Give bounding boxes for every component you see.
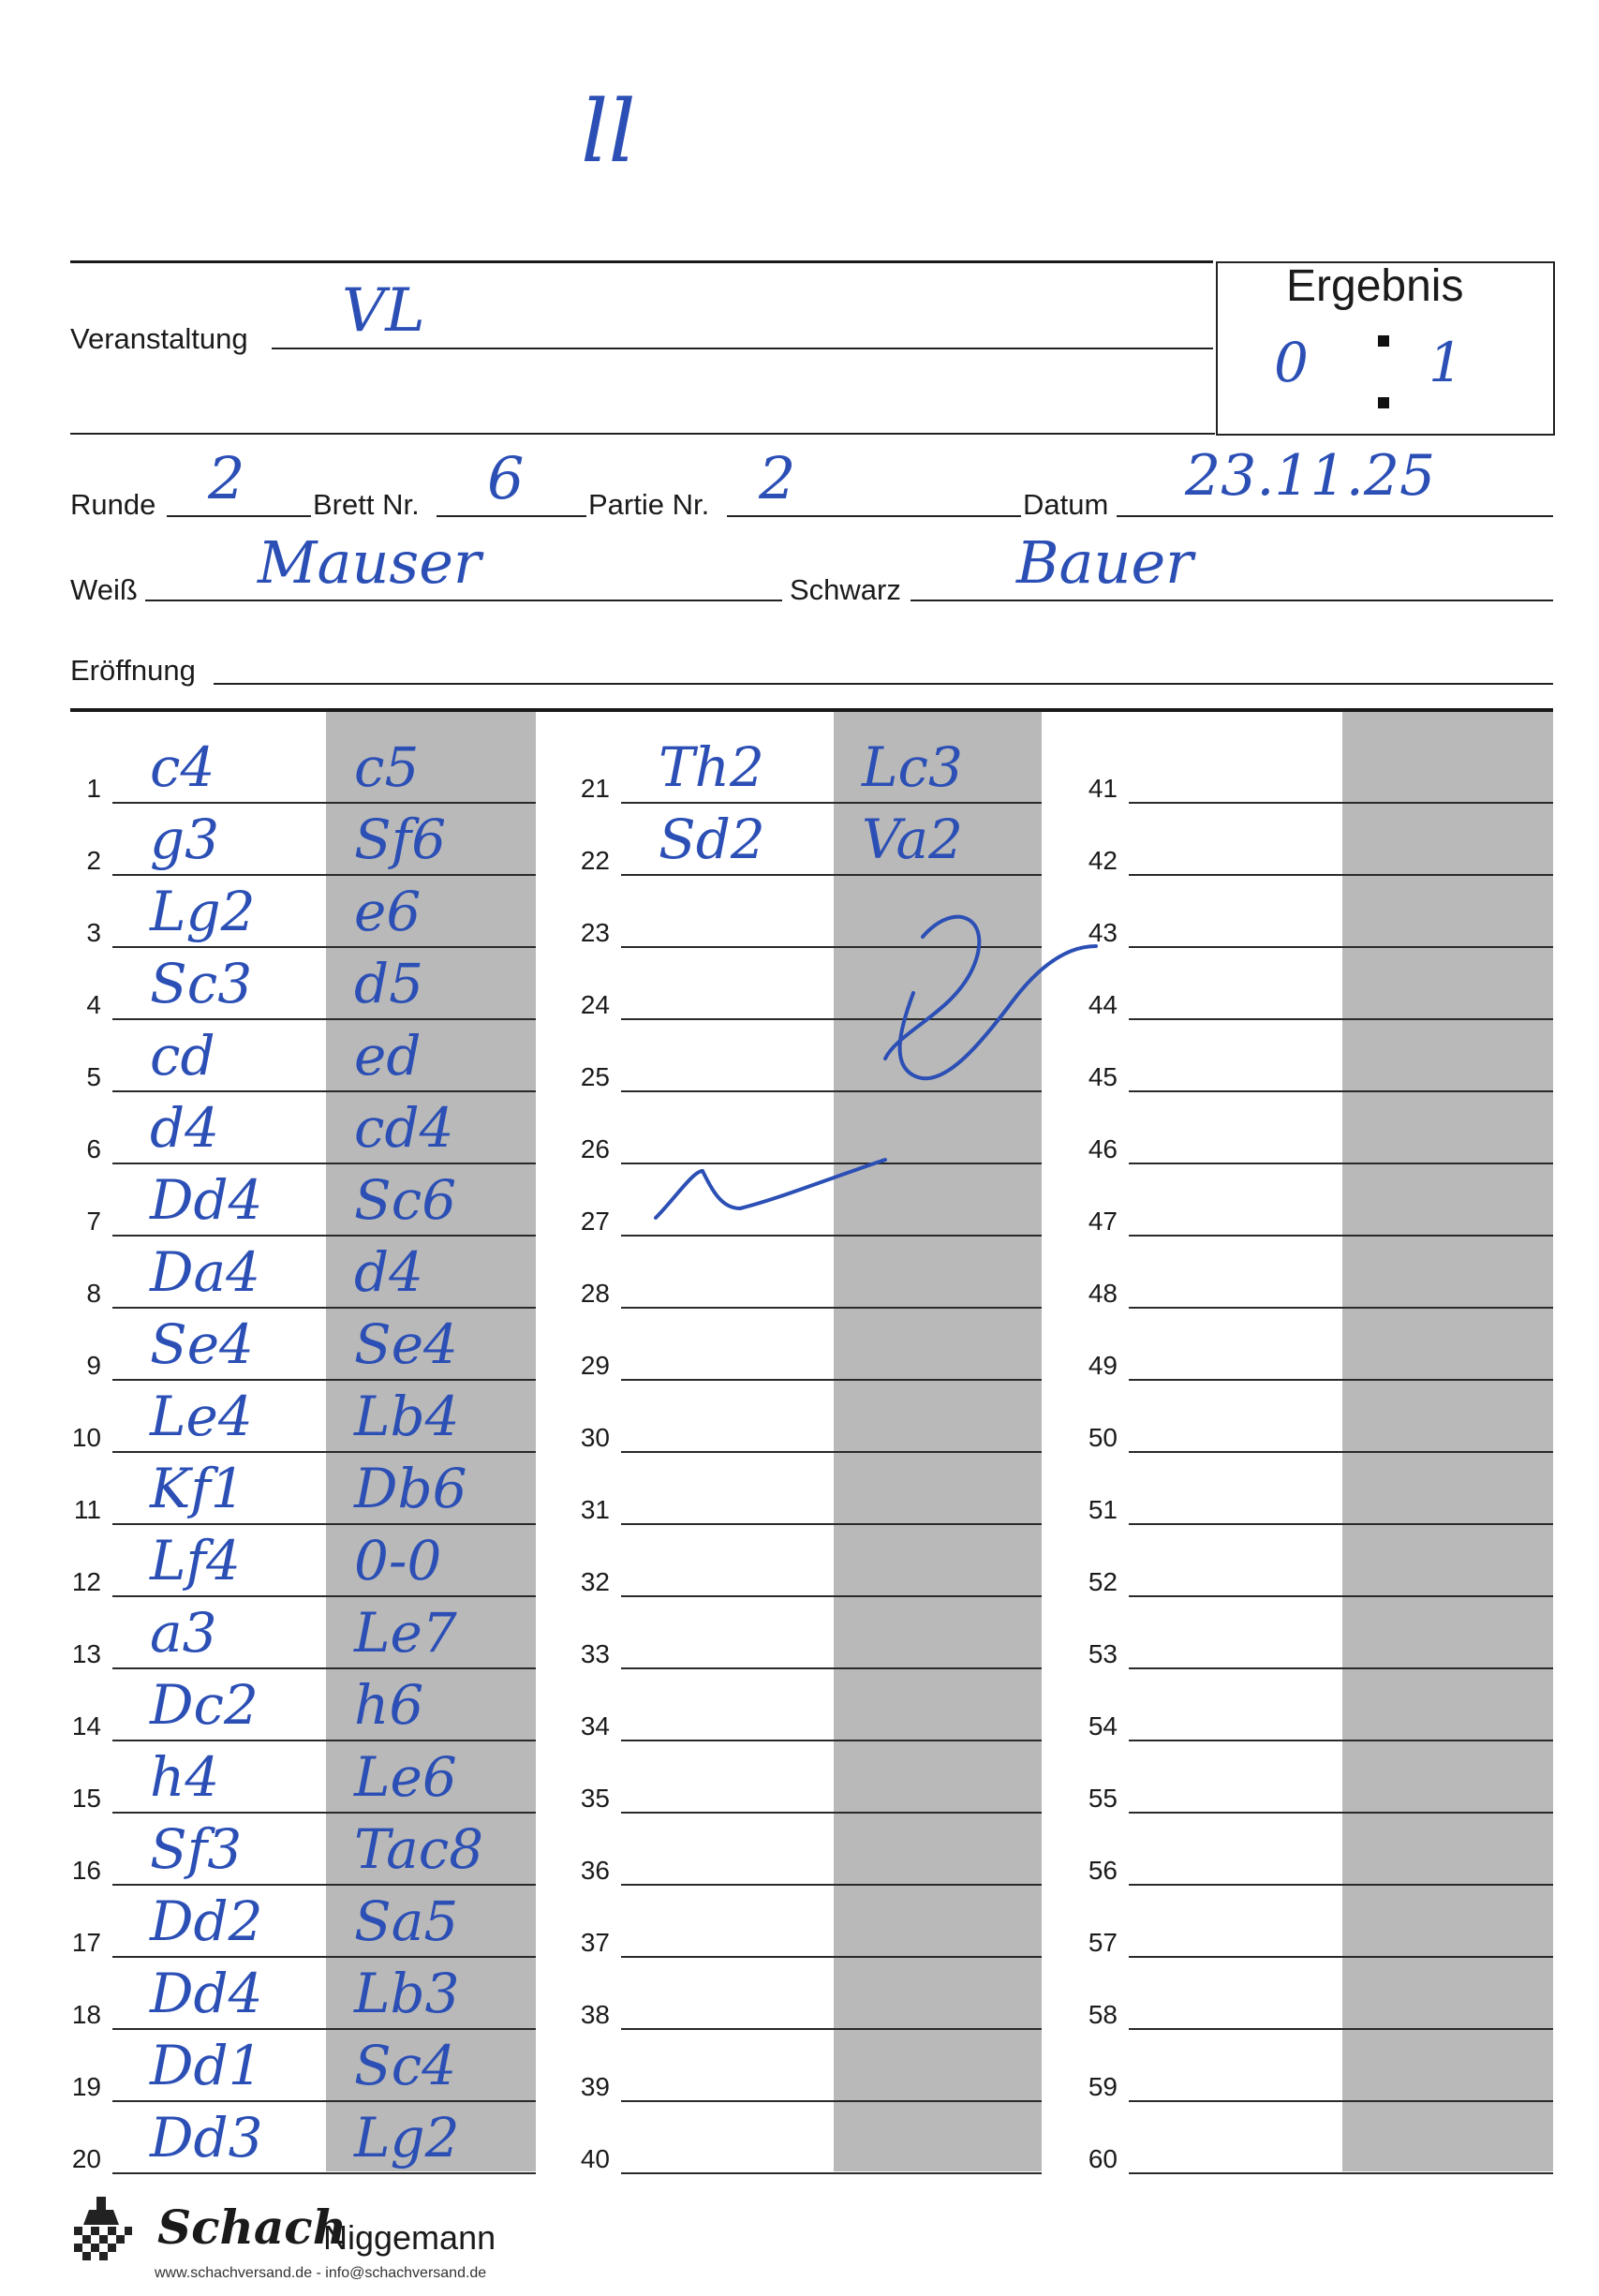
black-move[interactable]: Lg2: [354, 2106, 460, 2170]
move-number: 15: [71, 1784, 101, 1813]
black-move[interactable]: 0-0: [354, 1529, 442, 1592]
move-number: 54: [1088, 1711, 1118, 1741]
partie-value[interactable]: 2: [759, 444, 796, 512]
black-move[interactable]: Sa5: [354, 1889, 459, 1953]
white-move[interactable]: Dd1: [150, 2034, 263, 2097]
white-move[interactable]: h4: [150, 1745, 220, 1809]
move-number: 3: [86, 918, 101, 947]
weiss-value[interactable]: Mauser: [258, 528, 481, 597]
black-move[interactable]: Lc3: [862, 735, 963, 799]
datum-value[interactable]: 23.11.25: [1185, 443, 1436, 509]
black-move[interactable]: e6: [354, 880, 422, 943]
schwarz-label: Schwarz: [790, 573, 901, 606]
move-number: 20: [71, 2144, 101, 2173]
ergebnis-label: Ergebnis: [1286, 261, 1464, 311]
move-number: 10: [71, 1423, 101, 1452]
move-number: 4: [86, 990, 101, 1019]
black-move[interactable]: cd4: [354, 1096, 454, 1160]
move-number: 38: [580, 2000, 610, 2029]
black-move[interactable]: Lb4: [354, 1385, 460, 1448]
white-move[interactable]: Kf1: [150, 1457, 245, 1520]
move-number: 12: [71, 1567, 101, 1596]
move-number: 43: [1088, 918, 1118, 947]
white-move[interactable]: cd: [150, 1024, 215, 1088]
move-number: 17: [71, 1928, 101, 1957]
black-move[interactable]: Le7: [354, 1601, 457, 1665]
white-move[interactable]: Th2: [659, 735, 764, 799]
move-number: 28: [580, 1279, 610, 1308]
black-move[interactable]: Sc4: [354, 2034, 457, 2097]
white-move[interactable]: Sc3: [150, 952, 253, 1015]
move-number: 5: [86, 1062, 101, 1091]
move-number: 30: [580, 1423, 610, 1452]
move-number: 29: [580, 1351, 610, 1380]
move-number: 34: [580, 1711, 610, 1741]
white-move[interactable]: Sd2: [659, 807, 765, 871]
move-number: 42: [1088, 846, 1118, 875]
white-move[interactable]: Dd4: [150, 1962, 263, 2025]
move-number: 37: [580, 1928, 610, 1957]
move-number: 55: [1088, 1784, 1118, 1813]
move-number: 47: [1088, 1207, 1118, 1236]
veranstaltung-value[interactable]: VL: [342, 276, 425, 346]
footer-brand: Schach: [157, 2200, 348, 2255]
black-move[interactable]: Tac8: [354, 1817, 484, 1881]
ergebnis-black-value[interactable]: 1: [1429, 331, 1463, 394]
black-move[interactable]: Se4: [354, 1312, 458, 1376]
white-move[interactable]: d4: [150, 1096, 220, 1160]
move-number: 16: [71, 1856, 101, 1885]
black-move[interactable]: h6: [354, 1673, 424, 1737]
runde-value[interactable]: 2: [208, 444, 245, 512]
datum-label: Datum: [1023, 488, 1109, 521]
move-number: 58: [1088, 2000, 1118, 2029]
move-number: 45: [1088, 1062, 1118, 1091]
move-number: 59: [1088, 2072, 1118, 2101]
move-number: 26: [580, 1134, 610, 1163]
white-move[interactable]: Lf4: [150, 1529, 241, 1592]
move-number: 22: [580, 846, 610, 875]
end-scribble-upper: [885, 917, 1096, 1079]
brett-value[interactable]: 6: [487, 444, 525, 512]
move-number: 46: [1088, 1134, 1118, 1163]
veranstaltung-label: Veranstaltung: [70, 322, 248, 355]
move-number: 9: [86, 1351, 101, 1380]
move-number: 52: [1088, 1567, 1118, 1596]
move-number: 25: [580, 1062, 610, 1091]
white-move[interactable]: Le4: [150, 1385, 253, 1448]
move-number: 13: [71, 1639, 101, 1668]
black-move[interactable]: Sf6: [354, 807, 447, 871]
move-number: 60: [1088, 2144, 1118, 2173]
move-number: 21: [580, 774, 610, 803]
move-number: 19: [71, 2072, 101, 2101]
move-number: 23: [580, 918, 610, 947]
white-move[interactable]: Lg2: [150, 880, 256, 943]
move-number: 31: [580, 1495, 610, 1524]
ergebnis-white-value[interactable]: 0: [1274, 331, 1309, 394]
white-move[interactable]: Sf3: [150, 1817, 243, 1881]
black-move[interactable]: Va2: [862, 807, 964, 871]
move-number: 53: [1088, 1639, 1118, 1668]
black-move[interactable]: c5: [354, 735, 420, 799]
black-move[interactable]: d5: [354, 952, 424, 1015]
white-move[interactable]: Dd3: [150, 2106, 263, 2170]
partie-label: Partie Nr.: [588, 488, 710, 521]
white-move[interactable]: Dc2: [150, 1673, 259, 1737]
runde-label: Runde: [70, 488, 156, 521]
white-move[interactable]: a3: [150, 1601, 217, 1665]
black-move[interactable]: Lb3: [354, 1962, 460, 2025]
end-scribble-lower: [656, 1160, 885, 1218]
move-number: 36: [580, 1856, 610, 1885]
white-move[interactable]: Da4: [150, 1240, 260, 1304]
schwarz-value[interactable]: Bauer: [1016, 528, 1193, 597]
move-number: 49: [1088, 1351, 1118, 1380]
footer-url: www.schachversand.de - info@schachversand.de: [155, 2265, 487, 2281]
move-number: 18: [71, 2000, 101, 2029]
move-number: 50: [1088, 1423, 1118, 1452]
move-number: 24: [580, 990, 610, 1019]
white-move[interactable]: Dd2: [150, 1889, 263, 1953]
black-move[interactable]: Sc6: [354, 1168, 457, 1232]
move-number: 51: [1088, 1495, 1118, 1524]
footer-name: Niggemann: [323, 2218, 496, 2257]
move-number: 6: [86, 1134, 101, 1163]
move-number: 32: [580, 1567, 610, 1596]
eroeffnung-label: Eröffnung: [70, 654, 196, 687]
move-number: 44: [1088, 990, 1118, 1019]
move-number: 11: [73, 1495, 101, 1524]
move-number: 35: [580, 1784, 610, 1813]
move-number: 2: [86, 846, 101, 875]
move-number: 56: [1088, 1856, 1118, 1885]
move-number: 33: [580, 1639, 610, 1668]
white-move[interactable]: Se4: [150, 1312, 254, 1376]
weiss-label: Weiß: [70, 573, 138, 606]
chess-logo-icon: [70, 2197, 132, 2262]
top-handwritten-mark: ll: [581, 81, 636, 182]
white-move[interactable]: g3: [150, 807, 220, 871]
move-number: 8: [86, 1279, 101, 1308]
move-number: 7: [86, 1207, 101, 1236]
move-number: 1: [86, 774, 101, 803]
black-move[interactable]: Db6: [354, 1457, 467, 1520]
move-number: 41: [1088, 774, 1118, 803]
move-number: 14: [71, 1711, 101, 1741]
brett-label: Brett Nr.: [313, 488, 420, 521]
black-move[interactable]: d4: [354, 1240, 424, 1304]
move-number: 39: [580, 2072, 610, 2101]
move-number: 40: [580, 2144, 610, 2173]
white-move[interactable]: Dd4: [150, 1168, 263, 1232]
black-move[interactable]: ed: [354, 1024, 422, 1088]
move-number: 48: [1088, 1279, 1118, 1308]
move-number: 27: [580, 1207, 610, 1236]
move-number: 57: [1088, 1928, 1118, 1957]
black-move[interactable]: Le6: [354, 1745, 457, 1809]
white-move[interactable]: c4: [150, 735, 215, 799]
